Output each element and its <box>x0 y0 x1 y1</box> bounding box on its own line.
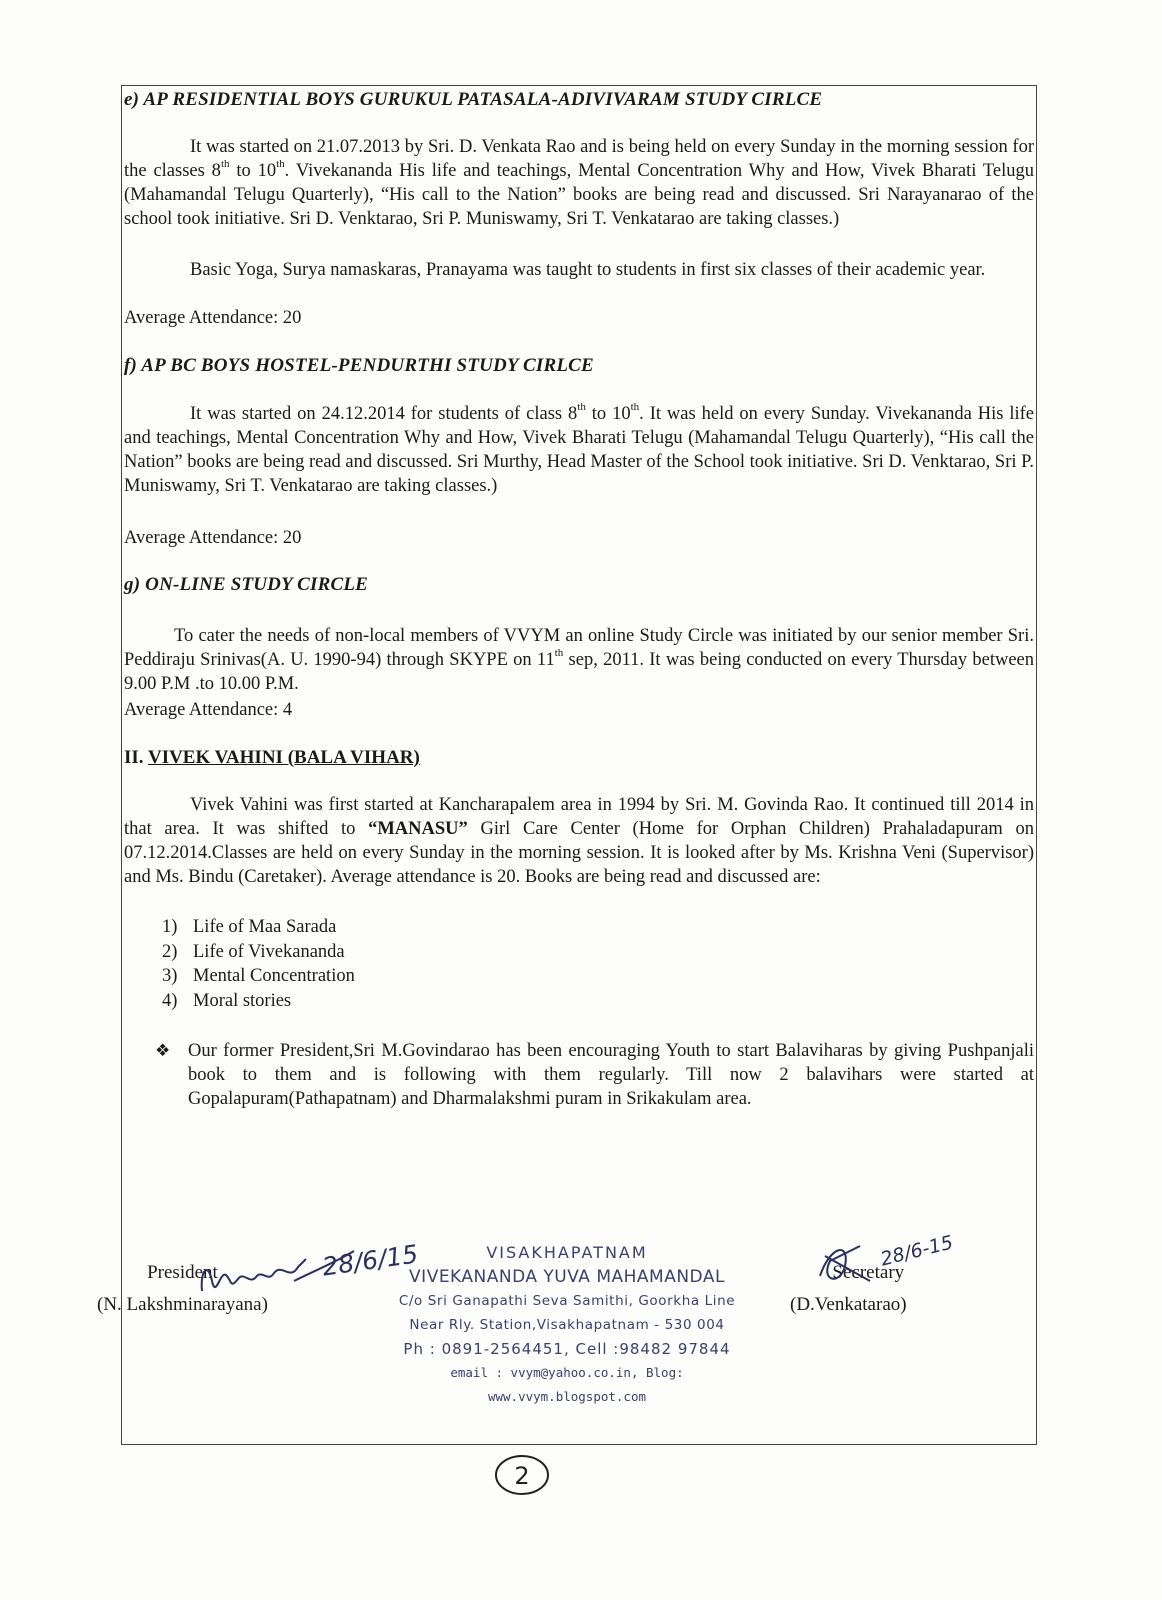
president-signature-block <box>97 1239 420 1317</box>
section-f-text-a: It was started on 24.12.2014 for students of class 8 <box>190 404 578 424</box>
list-text: Mental Concentration <box>193 966 355 986</box>
page-number <box>492 1452 552 1503</box>
section-e-yoga-paragraph <box>124 258 1034 282</box>
list-text: Life of Vivekananda <box>193 941 345 962</box>
diamond-bullet-icon: ❖ <box>155 1041 171 1060</box>
stamp-line-5: Ph : 0891-2564451, Cell :98482 97844 <box>403 1340 731 1358</box>
section-f-paragraph <box>124 402 1034 498</box>
superscript: th <box>220 157 230 170</box>
section-g-text-b: sep, 2011. It was being conducted on every Thursday between 9.00 P.M .to 10.00 P.M. <box>124 650 1034 694</box>
bullet-paragraph: Our former President,Sri M.Govindarao has been encouraging Youth to start Balaviharas by giving Pushpanjali book to them and is following with them regularly. Till now 2 balavihars were started at Gopalapuram(Pathapatnam) and Dharmalakshmi puram in Srikakulam area. <box>188 1041 1034 1109</box>
superscript: th <box>577 400 586 413</box>
section-f-heading: f) AP BC BOYS HOSTEL-PENDURTHI STUDY CIRLCE <box>124 355 594 376</box>
section-e-yoga-text: Basic Yoga, Surya namaskaras, Pranayama was taught to students in first six classes of their academic year. <box>190 260 986 280</box>
section-ii-paragraph <box>124 793 1034 889</box>
section-e-text-a: It was started on 21.07.2013 by Sri. D. Venkata Rao and is being held on every Sunday in the morning session for the classes 8 <box>124 137 1034 181</box>
superscript: th <box>554 646 564 659</box>
section-e-attendance: Average Attendance: 20 <box>124 308 302 328</box>
section-ii-text-b: Girl Care Center (Home for Orphan Children) Prahaladapuram on 07.12.2014.Classes are held on every Sunday in the morning session. It is looked after by Ms. Krishna Veni (Supervisor) and Ms. Bindu (Caretaker). Average attendance is 20. Books are being read and discussed are: <box>124 819 1034 887</box>
section-ii-number: II. <box>124 747 144 768</box>
page-number-circle-icon <box>492 1452 552 1498</box>
list-item <box>162 915 355 940</box>
stamp-line-3: C/o Sri Ganapathi Seva Samithi, Goorkha Line <box>398 1293 736 1309</box>
stamp-line-4: Near Rly. Station,Visakhapatnam - 530 004 <box>409 1317 725 1333</box>
section-ii-heading <box>124 746 420 770</box>
books-list <box>162 915 355 1013</box>
secretary-date: 28/6-15 <box>878 1231 956 1271</box>
section-g-paragraph <box>124 624 1034 696</box>
page-frame <box>97 85 1037 1445</box>
section-ii-text-a: Vivek Vahini was first started at Kancharapalem area in 1994 by Sri. M. Govinda Rao. It continued till 2014 in that area. It was shifted to <box>124 795 1034 839</box>
section-e-paragraph <box>124 135 1034 231</box>
list-item <box>162 964 355 989</box>
superscript: th <box>630 400 640 413</box>
section-e-text-b: to 10 <box>229 161 277 181</box>
section-ii-title: VIVEK VAHINI (BALA VIHAR) <box>147 747 420 768</box>
list-number: 3) <box>162 966 178 986</box>
organization-stamp <box>392 1241 742 1409</box>
stamp-line-6: email : vvym@yahoo.co.in, Blog: www.vvym.blogspot.com <box>450 1365 684 1404</box>
president-name: (N. Lakshminarayana) <box>97 1294 268 1315</box>
president-date: 28/6/15 <box>320 1239 420 1282</box>
section-g-heading: g) ON-LINE STUDY CIRCLE <box>124 574 369 595</box>
superscript: th <box>276 157 285 170</box>
list-item <box>162 940 355 965</box>
list-number: 2) <box>162 941 178 962</box>
president-title: President <box>147 1262 218 1283</box>
section-g-text-a: To cater the needs of non-local members of VVYM an online Study Circle was initiated by our senior member Sri. Peddiraju Srinivas(A. U. 1990-94) through SKYPE on 11 <box>124 626 1034 670</box>
secretary-signature-block <box>790 1231 956 1317</box>
stamp-line-2: VIVEKANANDA YUVA MAHAMANDAL <box>409 1267 725 1287</box>
section-f-text-c: . It was held on every Sunday. Vivekananda His life and teachings, Mental Concentration Why and How, Vivek Bharati Telugu (Mahamandal Telugu Quarterly), “His call the Nation” books are being read and discussed. Sri Murthy, Head Master of the School took initiative. Sri D. Venktarao, Sri P. Muniswamy, Sri T. Venkatarao are taking classes.) <box>124 404 1035 496</box>
section-f-text-b: to 10 <box>585 404 631 424</box>
list-number: 4) <box>162 990 178 1011</box>
section-g-attendance: Average Attendance: 4 <box>124 700 293 720</box>
section-e-heading: e) AP RESIDENTIAL BOYS GURUKUL PATASALA-ADIVIVARAM STUDY CIRLCE <box>124 89 823 110</box>
list-number: 1) <box>162 917 178 937</box>
page-number-text: 2 <box>514 1462 530 1490</box>
stamp-line-1: VISAKHAPATNAM <box>486 1243 648 1262</box>
section-f-attendance: Average Attendance: 20 <box>124 528 302 548</box>
secretary-title: Secretary <box>832 1262 905 1283</box>
list-text: Life of Maa Sarada <box>193 917 337 937</box>
list-item <box>162 989 355 1014</box>
manasu-bold: “MANASU” <box>368 819 468 839</box>
list-text: Moral stories <box>193 990 292 1011</box>
section-e-text-c: . Vivekananda His life and teachings, Mental Concentration Why and How, Vivek Bharati Telugu (Mahamandal Telugu Quarterly), “His call to the Nation” books are being read and discussed. Sri Narayanarao of the school took initiative. Sri D. Venktarao, Sri P. Muniswamy, Sri T. Venkatarao are taking classes.) <box>124 161 1035 229</box>
secretary-name: (D.Venkatarao) <box>790 1294 907 1315</box>
